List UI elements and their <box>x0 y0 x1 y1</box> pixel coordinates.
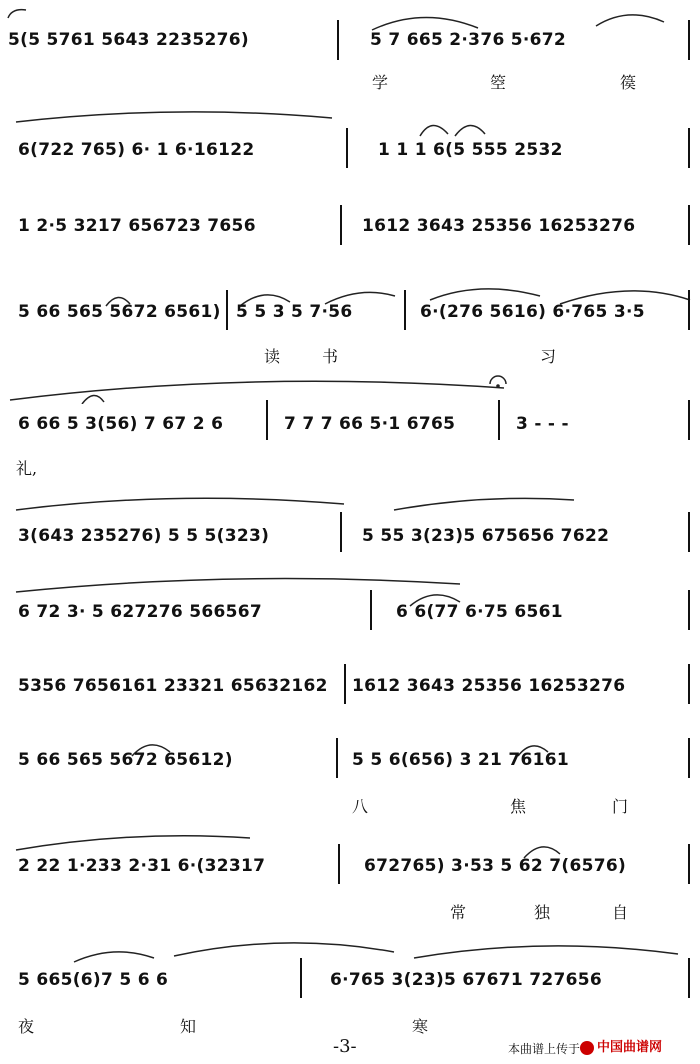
lyric-char: 书 <box>322 347 339 366</box>
barline <box>688 128 690 168</box>
lyric-char: 常 <box>450 903 467 922</box>
upload-credit: 本曲谱上传于 <box>508 1042 581 1056</box>
notation-segment: 6 6(77 6·75 6561 <box>396 602 563 622</box>
barline <box>688 290 690 330</box>
barline <box>338 844 340 884</box>
barline <box>337 20 339 60</box>
notation-segment: 5356 7656161 23321 65632162 <box>18 676 328 696</box>
barline <box>346 128 348 168</box>
barline <box>370 590 372 630</box>
slur <box>14 106 334 126</box>
site-logo-text: 中国曲谱网 <box>597 1040 663 1055</box>
notation-segment: 5 66 565 5672 65612) <box>18 750 233 770</box>
lyric-char: 夜 <box>18 1017 35 1036</box>
slur <box>8 374 528 404</box>
notation-segment: 6(722 765) 6· 1 6·16122 <box>18 140 255 160</box>
slur <box>400 112 500 138</box>
barline <box>688 20 690 60</box>
lyric-char: 焦 <box>510 797 527 816</box>
barline <box>688 590 690 630</box>
barline <box>688 738 690 778</box>
notation-segment: 1612 3643 25356 16253276 <box>352 676 626 696</box>
barline <box>688 512 690 552</box>
notation-segment: 6 66 5 3(56) 7 67 2 6 <box>18 414 224 434</box>
notation-segment: 7 7 7 66 5·1 6765 <box>284 414 456 434</box>
notation-segment: 1612 3643 25356 16253276 <box>362 216 636 236</box>
barline <box>404 290 406 330</box>
notation-segment: 5 665(6)7 5 6 6 <box>18 970 169 990</box>
barline <box>340 512 342 552</box>
notation-segment: 5 5 3 5 7·56 <box>236 302 353 322</box>
barline <box>688 664 690 704</box>
slur <box>14 490 694 520</box>
barline <box>226 290 228 330</box>
barline <box>344 664 346 704</box>
notation-segment: 1 1 1 6(5 555 2532 <box>378 140 563 160</box>
notation-segment: 5(5 5761 5643 2235276) <box>8 30 249 50</box>
barline <box>688 205 690 245</box>
notation-segment: 6 72 3· 5 627276 566567 <box>18 602 263 622</box>
page-number: -3- <box>333 1036 357 1057</box>
barline <box>498 400 500 440</box>
barline <box>340 205 342 245</box>
lyric-char: 知 <box>180 1017 197 1036</box>
lyric-char: 学 <box>372 73 389 92</box>
lyric-char: 八 <box>352 797 369 816</box>
lyric-char: 习 <box>540 347 557 366</box>
barline <box>336 738 338 778</box>
lyric-char: 独 <box>534 903 551 922</box>
lyric-char: 读 <box>264 347 281 366</box>
lyric-char: 礼, <box>16 459 38 478</box>
notation-segment: 3(643 235276) 5 5 5(323) <box>18 526 270 546</box>
notation-segment: 5 66 565 5672 6561) <box>18 302 221 322</box>
slur <box>368 6 668 32</box>
slur <box>6 6 30 22</box>
logo-icon <box>580 1041 594 1055</box>
notation-segment: 6·(276 5616) 6·765 3·5 <box>420 302 645 322</box>
lyric-char: 自 <box>612 903 629 922</box>
barline <box>688 400 690 440</box>
notation-segment: 2 22 1·233 2·31 6·(32317 <box>18 856 266 876</box>
lyric-char: 门 <box>612 797 629 816</box>
site-logo[interactable] <box>580 1036 662 1055</box>
notation-segment: 672765) 3·53 5 62 7(6576) <box>364 856 627 876</box>
barline <box>300 958 302 998</box>
notation-segment: 1 2·5 3217 656723 7656 <box>18 216 256 236</box>
barline <box>688 844 690 884</box>
notation-segment: 5 55 3(23)5 675656 7622 <box>362 526 610 546</box>
lyric-char: 篌 <box>620 73 637 92</box>
notation-segment: 3 - - - <box>516 414 569 434</box>
lyric-char: 寒 <box>412 1017 429 1036</box>
notation-segment: 5 5 6(656) 3 21 76161 <box>352 750 570 770</box>
lyric-char: 箜 <box>490 73 507 92</box>
notation-segment: 5 7 665 2·376 5·672 <box>370 30 567 50</box>
barline <box>266 400 268 440</box>
barline <box>688 958 690 998</box>
notation-segment: 6·765 3(23)5 67671 727656 <box>330 970 602 990</box>
